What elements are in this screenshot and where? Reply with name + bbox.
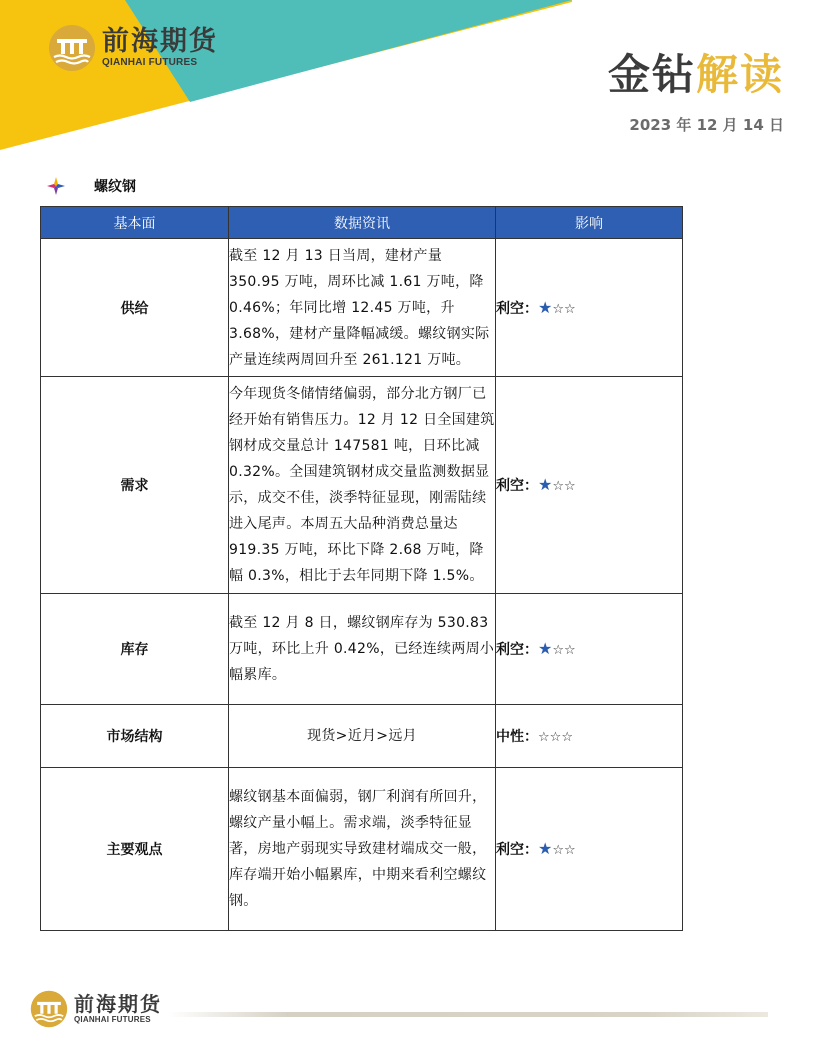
rating-stars bbox=[538, 839, 576, 858]
impact-label: 利空： bbox=[496, 842, 538, 858]
row-info: 螺纹钢基本面偏弱，钢厂利润有所回升，螺纹产量小幅上。需求端，淡季特征显著，房地产弱现实导致建材端成交一般，库存端开始小幅累库，中期来看利空螺纹钢。 bbox=[229, 768, 496, 931]
star-empty-icon: ☆ bbox=[564, 479, 576, 494]
header-impact: 影响 bbox=[496, 207, 683, 239]
footer-logo bbox=[30, 990, 162, 1028]
row-info: 现货>近月>远月 bbox=[229, 705, 496, 768]
row-info: 截至 12 月 8 日，螺纹钢库存为 530.83 万吨，环比上升 0.42%，已经连续两周小幅累库。 bbox=[229, 594, 496, 705]
star-filled-icon: ★ bbox=[538, 639, 553, 658]
star-empty-icon: ☆ bbox=[564, 843, 576, 858]
star-empty-icon: ☆ bbox=[552, 643, 564, 658]
table-header-row bbox=[41, 207, 683, 239]
row-category: 库存 bbox=[41, 594, 229, 705]
report-title bbox=[608, 50, 784, 100]
row-info: 截至 12 月 13 日当周，建材产量 350.95 万吨，周环比减 1.61 万吨，降 0.46%；年同比增 12.45 万吨，升 3.68%，建材产量降幅减缓。螺纹钢实际产量连续两周回升至 261.121 万吨。 bbox=[229, 239, 496, 377]
company-logo bbox=[48, 24, 218, 72]
table-row bbox=[41, 377, 683, 594]
star-filled-icon: ★ bbox=[538, 839, 553, 858]
star-empty-icon: ☆ bbox=[552, 479, 564, 494]
star-filled-icon: ★ bbox=[538, 475, 553, 494]
logo-emblem-icon bbox=[30, 990, 68, 1028]
table-row bbox=[41, 768, 683, 931]
impact-label: 中性： bbox=[496, 729, 538, 745]
row-info: 今年现货冬储情绪偏弱，部分北方钢厂已经开始有销售压力。12 月 12 日全国建筑钢材成交量总计 147581 吨，日环比减 0.32%。全国建筑钢材成交量监测数据显示，成交不佳，淡季特征显现，刚需陆续进入尾声。本周五大品种消费总量达 919.35 万吨，环比下降 2.68 万吨，降幅 0.3%，相比于去年同期下降 1.5%。 bbox=[229, 377, 496, 594]
logo-emblem-icon bbox=[48, 24, 96, 72]
star-empty-icon: ☆ bbox=[552, 843, 564, 858]
star-filled-icon: ★ bbox=[538, 297, 553, 317]
impact-label: 利空： bbox=[496, 642, 538, 658]
footer-logo-chinese-name: 前海期货 bbox=[74, 992, 162, 1016]
row-category: 市场结构 bbox=[41, 705, 229, 768]
compass-star-icon bbox=[46, 176, 66, 196]
row-impact bbox=[496, 377, 683, 594]
star-empty-icon: ☆ bbox=[564, 643, 576, 658]
star-empty-icon: ☆ bbox=[538, 730, 550, 745]
impact-label: 利空： bbox=[496, 300, 538, 317]
table-row bbox=[41, 705, 683, 768]
star-empty-icon: ☆ bbox=[552, 301, 564, 317]
row-category: 需求 bbox=[41, 377, 229, 594]
row-impact bbox=[496, 705, 683, 768]
table-row bbox=[41, 239, 683, 377]
impact-label: 利空： bbox=[496, 478, 538, 494]
rating-stars bbox=[538, 729, 573, 745]
header-fundamentals: 基本面 bbox=[41, 207, 229, 239]
logo-chinese-name: 前海期货 bbox=[102, 26, 218, 57]
star-empty-icon: ☆ bbox=[561, 730, 573, 745]
table-row bbox=[41, 594, 683, 705]
report-date: 2023 年 12 月 14 日 bbox=[629, 116, 784, 134]
title-part-2: 解读 bbox=[695, 50, 784, 99]
rating-stars bbox=[538, 639, 576, 658]
section-heading bbox=[46, 176, 136, 196]
logo-english-name: QIANHAI FUTURES bbox=[102, 57, 198, 68]
footer-logo-english-name: QIANHAI FUTURES bbox=[74, 1015, 151, 1024]
header-data-info: 数据资讯 bbox=[229, 207, 496, 239]
row-category: 主要观点 bbox=[41, 768, 229, 931]
rating-stars bbox=[538, 297, 576, 317]
row-category: 供给 bbox=[41, 239, 229, 377]
fundamentals-table bbox=[40, 206, 683, 931]
row-impact bbox=[496, 768, 683, 931]
footer-divider bbox=[168, 1012, 768, 1017]
star-empty-icon: ☆ bbox=[549, 730, 562, 745]
star-empty-icon: ☆ bbox=[564, 301, 576, 317]
rating-stars bbox=[538, 475, 576, 494]
section-title: 螺纹钢 bbox=[94, 179, 136, 195]
row-impact bbox=[496, 239, 683, 377]
title-part-1: 金钻 bbox=[607, 50, 696, 99]
row-impact bbox=[496, 594, 683, 705]
